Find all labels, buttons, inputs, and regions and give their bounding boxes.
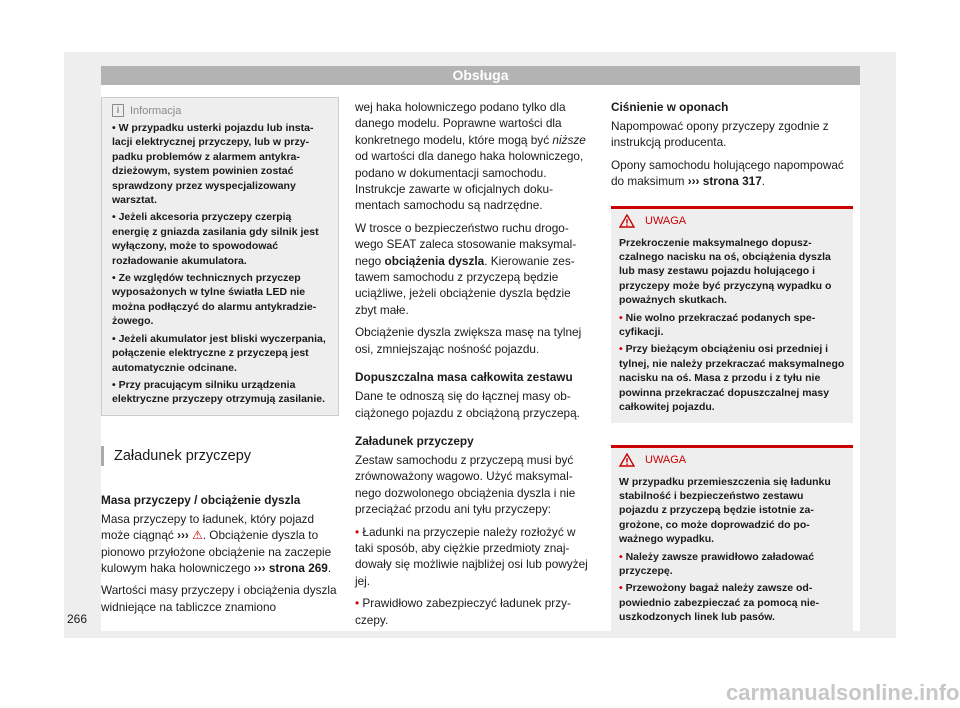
warning-item: • Przy bieżącym obciążeniu osi przedniej i tylnej, nie należy przekraczać maksymalnego nacisku na oś. Masa z przodu i z tyłu nie powinna przekraczać dopuszczalnej masy całkowitej pojazdu. [619, 343, 845, 414]
page-reference-link[interactable]: ››› strona 317 [687, 174, 762, 189]
warning-item: • Należy zawsze prawidłowo załadować przyczepę. [619, 550, 815, 577]
warning-title: UWAGA [645, 214, 687, 227]
list-item: • Ładunki na przyczepie należy rozłożyć w taki sposób, aby ciężkie przedmioty znajdowały się możliwie najbliżej osi lub powyżej jej. [355, 524, 588, 588]
page-reference-link[interactable]: ››› strona 269 [253, 560, 328, 575]
watermark: carmanualsonline.info [726, 680, 960, 705]
paragraph: Wartości masy przyczepy i obciążenia dyszla widniejące na tabliczce znamiono [101, 583, 337, 614]
column-right [611, 85, 849, 633]
info-box-title: Informacja [130, 104, 182, 117]
info-item: • W przypadku usterki pojazdu lub instalacji elektrycznej przyczepy, lub w przypadku problemów z alarmem antykradzieżowym, system powinien zostać sprawdzony przez wyspecjalizowany warsztat. [112, 122, 314, 207]
page-header: Obsługa [101, 66, 860, 85]
warning-item: • Przewożony bagaż należy zawsze odpowiednio zabezpieczać za pomocą nieuszkodzonych linek lub pasów. [619, 582, 820, 624]
warning-triangle-icon [619, 214, 635, 228]
cross-reference-arrow[interactable]: ››› [177, 528, 189, 543]
warning-box [611, 445, 853, 633]
warning-body [619, 475, 845, 625]
warning-body [619, 236, 845, 415]
page-content [101, 85, 860, 631]
page-number: 266 [67, 612, 88, 626]
subheading-trailer-loading: Załadunek przyczepy [355, 433, 474, 448]
warning-header [619, 448, 845, 472]
warning-icon: ⚠ [192, 528, 203, 543]
info-box-header [112, 104, 330, 117]
list-item: • Prawidłowo zabezpieczyć ładunek przyczepy. [355, 596, 571, 627]
warning-title: UWAGA [645, 453, 687, 466]
warning-item: • Nie wolno przekraczać podanych specyfikacji. [619, 311, 816, 339]
bullet-icon: • [619, 550, 626, 563]
info-item: • Jeżeli akumulator jest bliski wyczerpania, połączenie elektryczne z przyczepą jest automatycznie odcinane. [112, 332, 326, 374]
paragraph: wej haka holowniczego podano tylko dla danego modelu. Poprawne wartości dla konkretnego modelu, które mogą być niższe od wartości dla danego haka holowniczego, podano w dokumentacji samochodu. Instrukcje zawarte w oficjalnych dokumentach samochodu są nadrzędne. [355, 100, 586, 213]
paragraph: W trosce o bezpieczeństwo ruchu drogowego SEAT zaleca stosowanie maksymalnego obciążenia dyszla. Kierowanie zestawem samochodu z przyczepą będzie uciążliwe, jeżeli obciążenie dyszla będzie zbyt małe. [355, 220, 577, 317]
warning-box [611, 206, 853, 423]
bullet-icon: • [355, 524, 363, 539]
paragraph: Dane te odnoszą się do łącznej masy obciążonego pojazdu z obciążoną przyczepą. [355, 389, 580, 420]
paragraph: Obciążenie dyszla zwiększa masę na tylnej osi, zmniejszając nośność pojazdu. [355, 325, 582, 356]
subheading-total-mass: Dopuszczalna masa całkowita zestawu [355, 370, 573, 385]
section-title: Załadunek przyczepy [101, 446, 334, 466]
subheading-tire-pressure: Ciśnienie w oponach [611, 100, 729, 114]
bullet-icon: • [619, 582, 626, 595]
paragraph: Masa przyczepy to ładunek, który pojazd może ciągnąć ››› ⚠. Obciążenie dyszla to pionowo przyłożone obciążenie na zaczepie kulowym haka holowniczego ››› strona 269. [101, 511, 332, 575]
warning-intro: W przypadku przemieszczenia się ładunku stabilność i bezpieczeństwo zestawu pojazdu z przyczepą będzie istotnie zagrożone, co może doprowadzić do poważnego wypadku. [619, 475, 831, 546]
warning-header [619, 209, 845, 233]
paragraph: Napompować opony przyczepy zgodnie z instrukcją producenta. [611, 119, 829, 150]
subheading-trailer-mass: Masa przyczepy / obciążenie dyszla [101, 492, 301, 507]
warning-triangle-icon [619, 453, 635, 467]
bullet-icon: • [619, 343, 626, 356]
info-item: • Jeżeli akcesoria przyczepy czerpią energię z gniazda zasilania gdy silnik jest wyłączony, może to spowodować rozładowanie akumulatora. [112, 211, 319, 267]
bullet-icon: • [355, 596, 363, 611]
info-item: • Przy pracującym silniku urządzenia elektryczne przyczepy otrzymują zasilanie. [112, 378, 326, 406]
info-item: • Ze względów technicznych przyczep wyposażonych w tylne światła LED nie można podłączyć do alarmu antykradzieżowego. [112, 272, 317, 328]
warning-intro: Przekroczenie maksymalnego dopuszczalnego nacisku na oś, obciążenia dyszla lub masy zestawu pojazdu holującego i przyczepy może być przyczyną wypadku o poważnych skutkach. [619, 236, 832, 307]
paragraph: Opony samochodu holującego napompować do maksimum ››› strona 317. [611, 157, 844, 189]
column-middle [355, 85, 593, 628]
paragraph: Zestaw samochodu z przyczepą musi być zrównoważony wagowo. Użyć maksymalnego dozwolonego obciążenia dyszla i nie przeciążać przodu ani tyłu przyczepy: [355, 452, 576, 517]
bullet-icon: • [619, 311, 626, 324]
info-icon: i [112, 104, 124, 117]
column-left [101, 85, 339, 615]
info-box [101, 97, 339, 416]
